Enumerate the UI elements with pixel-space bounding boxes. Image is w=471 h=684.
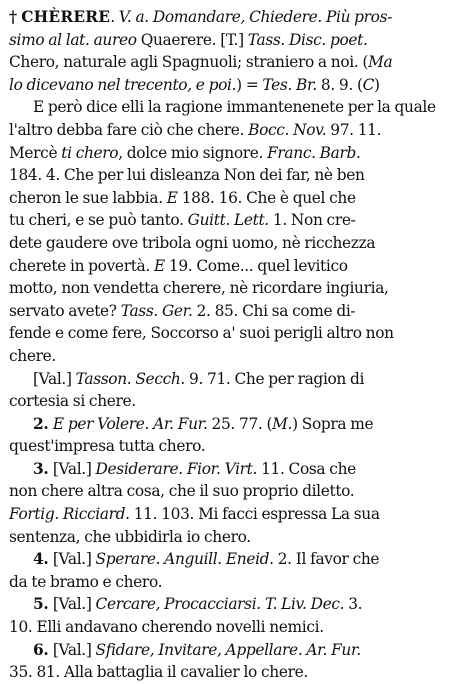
entry-line: [9, 255, 463, 278]
entry-line: [9, 277, 463, 300]
entry-text-segment: M.: [272, 414, 293, 433]
entry-text-segment: 188. 16. Che è quel che: [177, 188, 356, 207]
entry-line: [9, 503, 463, 526]
entry-line: [9, 390, 463, 413]
entry-line: [9, 368, 463, 391]
entry-text-segment: [Val.]: [33, 369, 76, 388]
entry-text-segment: servato avete?: [9, 301, 121, 320]
entry-text-segment: ): [374, 75, 380, 94]
entry-text-segment: [Val.]: [52, 459, 96, 478]
entry-text-segment: 2. 85. Chi sa come di-: [192, 301, 356, 320]
entry-text-segment: Tass. Ger.: [120, 301, 193, 320]
entry-text-segment: Mercè: [9, 143, 62, 162]
headword: CHÈRERE: [21, 8, 111, 26]
entry-line: [9, 232, 463, 255]
entry-text-segment: Bocc. Nov.: [248, 120, 327, 139]
entry-text-segment: E: [166, 188, 178, 207]
entry-text-segment: [Val.]: [52, 640, 96, 659]
entry-text-segment: motto, non vendetta cherere, nè ricordare ingiuria,: [9, 279, 389, 298]
entry-text-segment: 2.: [33, 414, 53, 433]
entry-line: [9, 616, 463, 639]
entry-line: [9, 322, 463, 345]
entry-line: [9, 526, 463, 549]
entry-text-segment: Guitt. Lett.: [187, 211, 269, 230]
entry-text-segment: sentenza, che ubbidirla io chero.: [9, 527, 251, 546]
entry-text-segment: 4.: [33, 550, 53, 569]
entry-text-segment: , dolce mio signore.: [118, 143, 268, 162]
entry-line: [9, 571, 463, 594]
entry-text-segment: Franc. Barb.: [267, 143, 361, 162]
entry-text-segment: Chero, naturale agli Spagnuoli; straniero a noi. (: [9, 53, 369, 72]
entry-line: [9, 639, 463, 662]
entry-text-segment: Sperare. Anguill. Eneid.: [95, 550, 274, 569]
entry-text-segment: E però dice elli la ragione immantenenete per la quale: [33, 98, 436, 117]
entry-text-segment: tu cheri, e se può tanto.: [9, 211, 188, 230]
entry-text-segment: Quaerere. [T.]: [136, 30, 248, 49]
entry-text-segment: 5.: [33, 595, 53, 614]
entry-text-segment: 8. 9. (: [316, 75, 363, 94]
entry-text-segment: cortesia si chere.: [9, 392, 136, 411]
entry-line: [9, 96, 463, 119]
entry-text-segment: non chere altra cosa, che il suo proprio diletto.: [9, 482, 355, 501]
entry-text-segment: ti chero: [61, 143, 119, 162]
entry-line: [9, 6, 463, 29]
entry-line: [9, 187, 463, 210]
entry-text-segment: Cercare, Procacciarsi. T. Liv. Dec.: [95, 595, 345, 614]
entry-text-segment: E per Volere. Ar. Fur.: [52, 414, 208, 433]
entry-line: [9, 119, 463, 142]
entry-text-segment: Tes. Br.: [262, 75, 317, 94]
entry-text-segment: 3.: [344, 595, 363, 614]
entry-text-segment: 11. Cosa che: [257, 459, 356, 478]
entry-line: [9, 51, 463, 74]
entry-text-segment: 3.: [33, 459, 53, 478]
entry-text-segment: 25. 77. (: [207, 414, 273, 433]
entry-line: [9, 29, 463, 52]
entry-text-segment: C: [362, 75, 375, 94]
entry-text-segment: Ma: [368, 53, 393, 72]
entry-text-segment: 35. 81. Alla battaglia il cavalier lo chere.: [9, 663, 308, 682]
entry-line: [9, 661, 463, 684]
entry-text-segment: ) Sopra me: [292, 414, 374, 433]
entry-text-segment: [Val.]: [52, 595, 96, 614]
entry-line: [9, 435, 463, 458]
entry-text-segment: fende e come fere, Soccorso a' suoi perigli altro non: [9, 324, 394, 343]
entry-text-segment: cherete in povertà.: [9, 256, 154, 275]
entry-text-segment: Desiderare. Fior. Virt.: [95, 459, 258, 478]
entry-line: [9, 458, 463, 481]
entry-line: [9, 413, 463, 436]
entry-line: [9, 74, 463, 97]
entry-text-segment: 11. 103. Mi facci espressa La sua: [129, 505, 380, 524]
entry-text-segment: 97. 11.: [326, 120, 382, 139]
entry-line: [9, 300, 463, 323]
entry-text-segment: 184. 4. Che per lui disleanza Non dei far, nè ben: [9, 166, 365, 185]
entry-text-segment: l'altro debba fare ciò che chere.: [9, 120, 249, 139]
entry-text-segment: .: [110, 8, 119, 26]
entry-text-segment: lo dicevano nel trecento, e poi.: [9, 75, 237, 94]
entry-text-segment: dete gaudere ove tribola ogni uomo, nè ricchezza: [9, 233, 376, 252]
entry-text-segment: 1. Non cre-: [268, 211, 356, 230]
entry-text-segment: simo al lat. aureo: [9, 30, 137, 49]
entry-text-segment: 6.: [33, 640, 53, 659]
entry-text-segment: quest'impresa tutta chero.: [9, 437, 206, 456]
entry-line: [9, 209, 463, 232]
entry-text-segment: †: [9, 8, 22, 26]
entry-text-segment: Sfidare, Invitare, Appellare. Ar. Fur.: [95, 640, 361, 659]
entry-text-segment: 2. Il favor che: [273, 550, 380, 569]
entry-line: [9, 345, 463, 368]
entry-line: [9, 142, 463, 165]
dictionary-entry-chèrere: [9, 6, 463, 684]
entry-text-segment: ) =: [236, 75, 263, 94]
entry-text-segment: V. a. Domandare, Chiedere. Più pros-: [118, 8, 392, 26]
entry-line: [9, 480, 463, 503]
entry-line: [9, 593, 463, 616]
entry-text-segment: cheron le sue labbia.: [9, 188, 167, 207]
entry-text-segment: [Val.]: [52, 550, 96, 569]
entry-text-segment: 19. Come... quel levitico: [164, 256, 348, 275]
entry-text-segment: chere.: [9, 346, 56, 365]
entry-text-segment: 9. 71. Che per ragion di: [184, 369, 365, 388]
entry-text-segment: 10. Elli andavano cherendo novelli nemici.: [9, 618, 324, 637]
entry-text-segment: Tass. Disc. poet.: [247, 30, 368, 49]
entry-text-segment: Fortig. Ricciard.: [9, 505, 130, 524]
entry-text-segment: E: [153, 256, 165, 275]
entry-line: [9, 164, 463, 187]
entry-line: [9, 548, 463, 571]
entry-text-segment: Tasson. Secch.: [75, 369, 185, 388]
entry-text-segment: da te bramo e chero.: [9, 572, 163, 591]
